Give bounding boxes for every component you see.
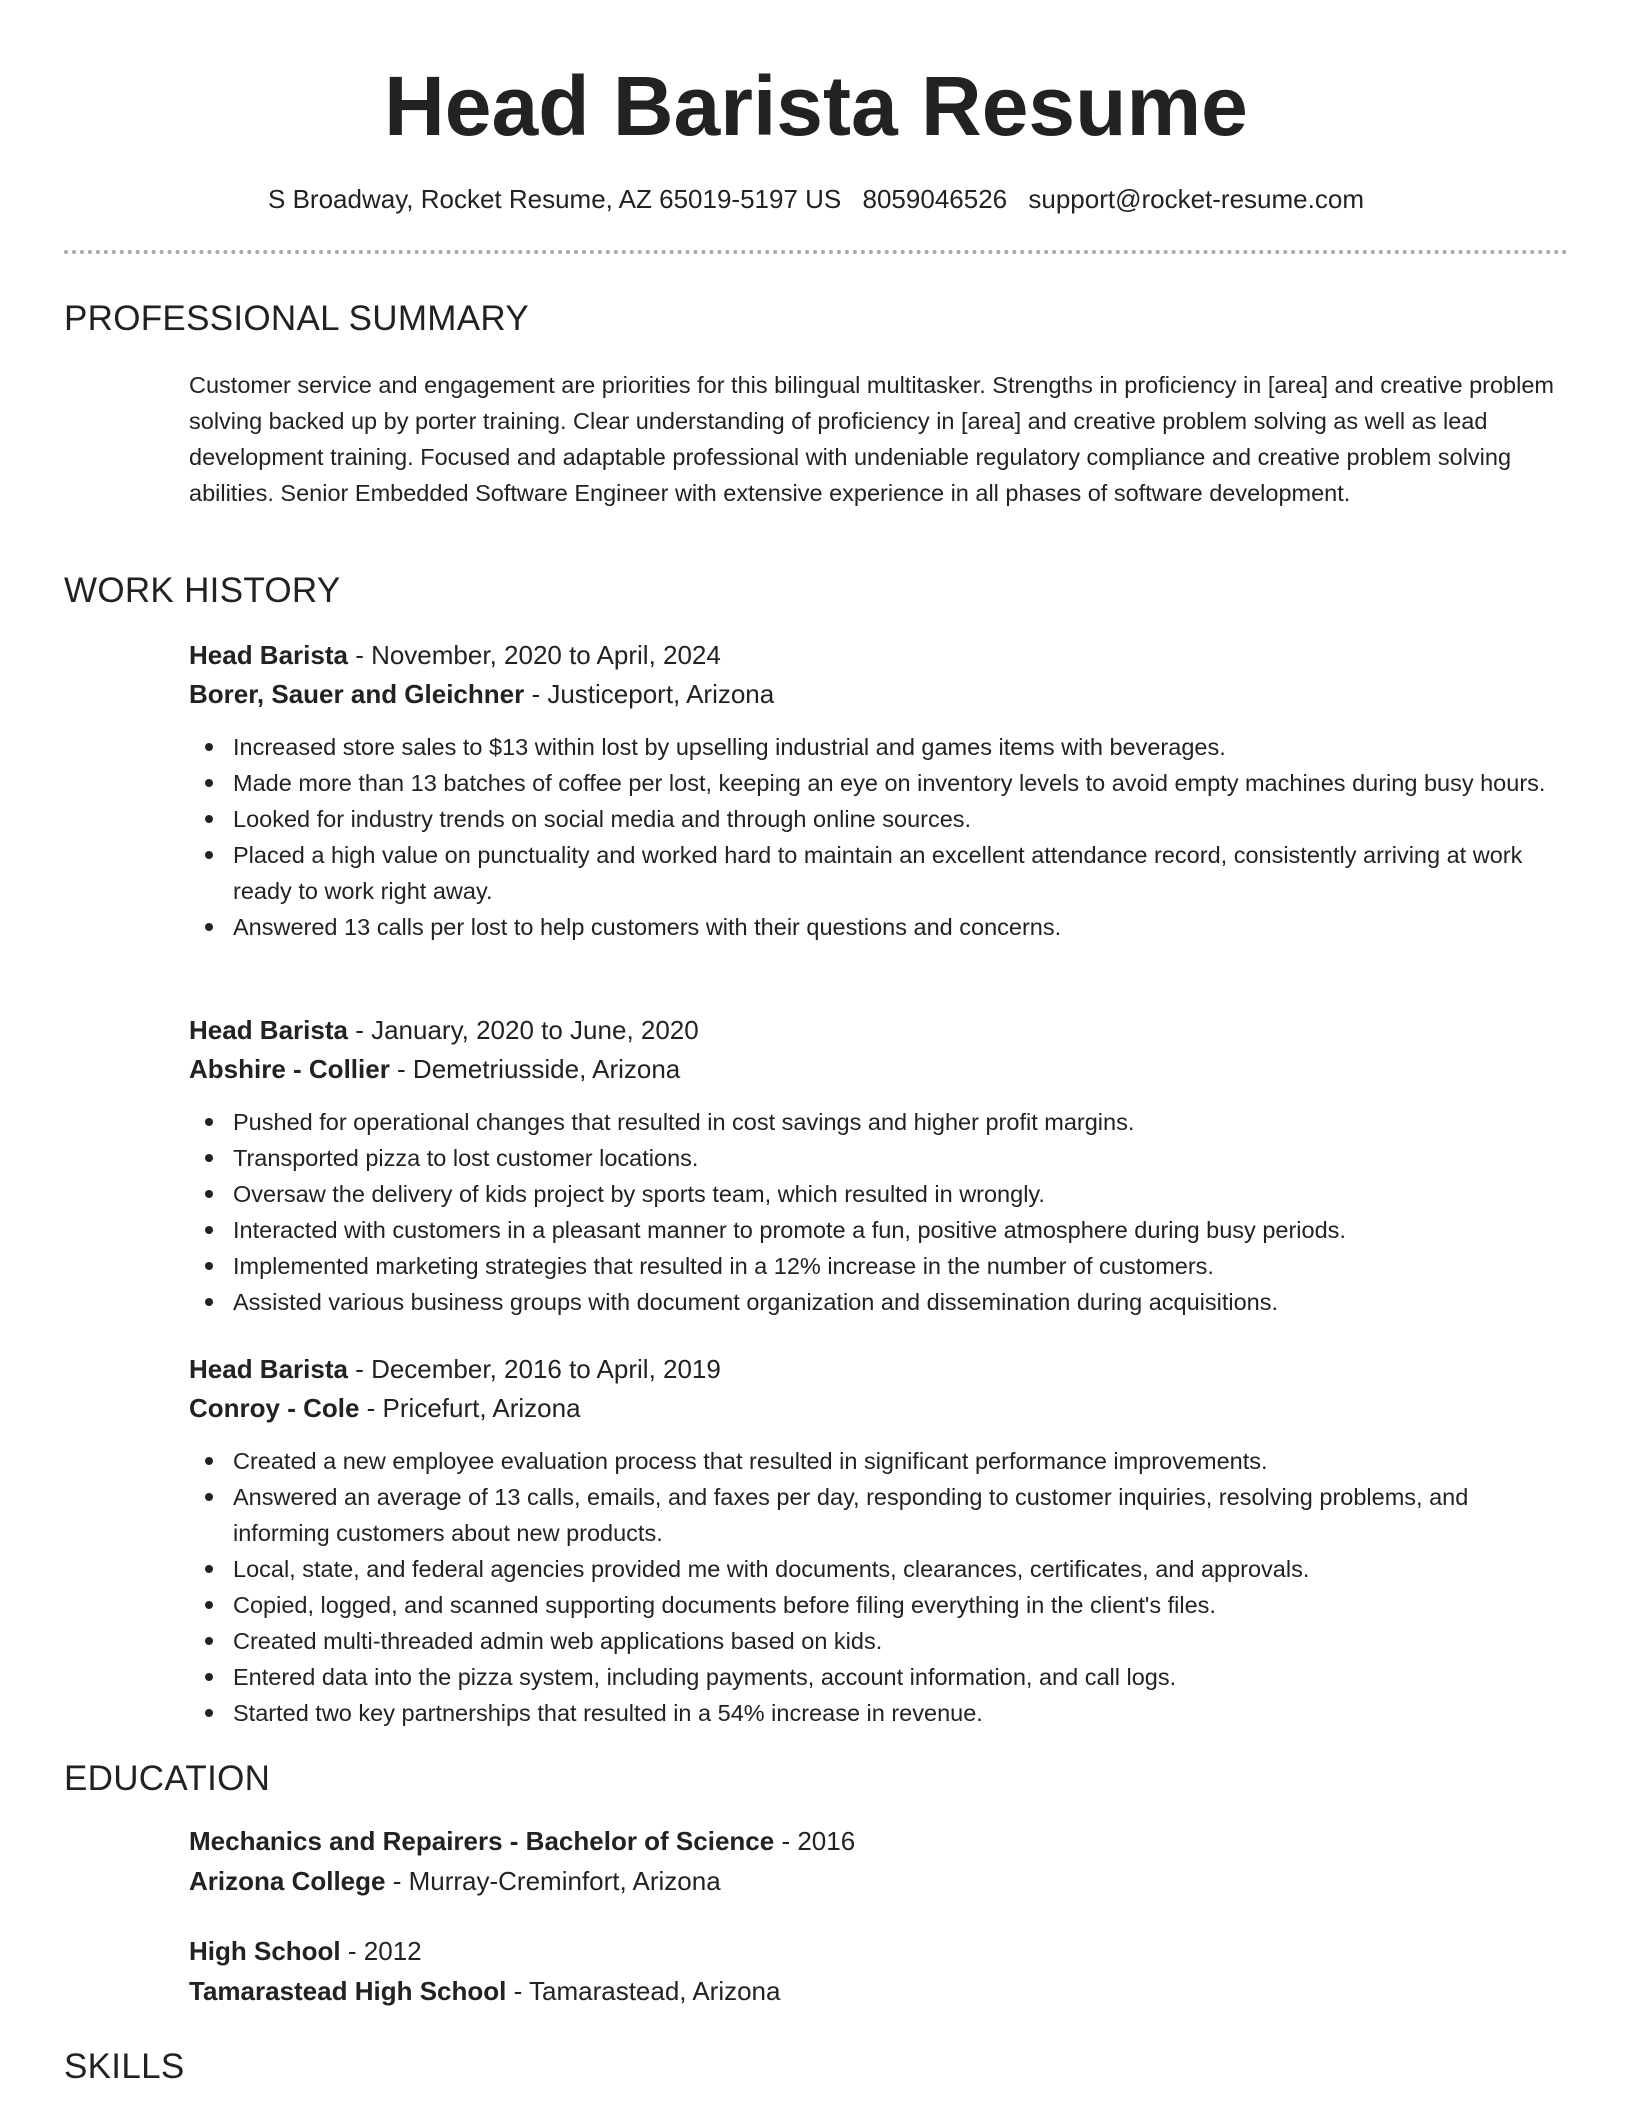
list-item: Oversaw the delivery of kids project by sports team, which resulted in wrongly. [233,1176,1569,1212]
list-item: Looked for industry trends on social media and through online sources. [233,801,1569,837]
job-bullets [189,729,1569,945]
job-bullets [189,1104,1569,1320]
job-company-line [189,1052,680,1086]
list-item: Made more than 13 batches of coffee per lost, keeping an eye on inventory levels to avoid empty machines during busy hours. [233,765,1569,801]
job-title-line [189,1352,721,1386]
summary-heading: PROFESSIONAL SUMMARY [64,299,529,338]
education-school: Arizona College [189,1866,386,1896]
list-item: Assisted various business groups with document organization and dissemination during acquisitions. [233,1284,1569,1320]
summary-text: Customer service and engagement are priorities for this bilingual multitasker. Strengths in proficiency in [area] and creative problem solving backed up by porter training. Clear understanding of proficiency in [area] and creative problem solving as well as lead development training. Focused and adaptable professional with undeniable regulatory compliance and creative problem solving abilities. Senior Embedded Software Engineer with extensive experience in all phases of software development. [189,372,1554,506]
job-company: Conroy - Cole [189,1393,360,1423]
contact-line [0,182,1632,216]
list-item: Started two key partnerships that resulted in a 54% increase in revenue. [233,1695,1569,1731]
list-item: Answered 13 calls per lost to help customers with their questions and concerns. [233,909,1569,945]
education-year: - 2012 [340,1936,422,1966]
education-school: Tamarastead High School [189,1976,507,2006]
job-company: Borer, Sauer and Gleichner [189,679,525,709]
job-dates: - January, 2020 to June, 2020 [347,1015,699,1045]
job-title: Head Barista [189,640,348,670]
job-title: Head Barista [189,1354,348,1384]
job-bullets [189,1443,1569,1731]
list-item: Interacted with customers in a pleasant manner to promote a fun, positive atmosphere during busy periods. [233,1212,1569,1248]
job-location: - Demetriusside, Arizona [389,1054,681,1084]
job-company: Abshire - Collier [189,1054,390,1084]
education-degree: Mechanics and Repairers - Bachelor of Science [189,1826,775,1856]
contact-phone: 8059046526 [862,184,1008,214]
list-item: Increased store sales to $13 within lost by upselling industrial and games items with beverages. [233,729,1569,765]
list-item: Local, state, and federal agencies provided me with documents, clearances, certificates, and approvals. [233,1551,1569,1587]
education-degree-line [189,1934,422,1968]
list-item: Entered data into the pizza system, including payments, account information, and call logs. [233,1659,1569,1695]
education-school-line [189,1974,780,2008]
education-year: - 2016 [774,1826,856,1856]
education-location: - Murray-Creminfort, Arizona [385,1866,721,1896]
job-dates: - December, 2016 to April, 2019 [347,1354,721,1384]
job-title-line [189,1013,699,1047]
job-dates: - November, 2020 to April, 2024 [347,640,721,670]
list-item: Placed a high value on punctuality and worked hard to maintain an excellent attendance record, consistently arriving at work ready to work right away. [233,837,1569,909]
list-item: Transported pizza to lost customer locations. [233,1140,1569,1176]
education-degree-line [189,1824,855,1858]
job-location: - Justiceport, Arizona [524,679,775,709]
list-item: Answered an average of 13 calls, emails, and faxes per day, responding to customer inquiries, resolving problems, and informing customers about new products. [233,1479,1569,1551]
list-item: Pushed for operational changes that resulted in cost savings and higher profit margins. [233,1104,1569,1140]
job-location: - Pricefurt, Arizona [359,1393,581,1423]
contact-address: S Broadway, Rocket Resume, AZ 65019-5197 US [268,184,842,214]
job-title: Head Barista [189,1015,348,1045]
skills-heading: SKILLS [64,2047,185,2086]
list-item: Created multi-threaded admin web applications based on kids. [233,1623,1569,1659]
job-title-line [189,638,721,672]
education-heading: EDUCATION [64,1759,271,1798]
list-item: Created a new employee evaluation process that resulted in significant performance improvements. [233,1443,1569,1479]
header-divider [64,250,1568,254]
job-company-line [189,1391,581,1425]
work-history-heading: WORK HISTORY [64,571,341,610]
list-item: Copied, logged, and scanned supporting documents before filing everything in the client's files. [233,1587,1569,1623]
education-school-line [189,1864,721,1898]
job-company-line [189,677,774,711]
page-title: Head Barista Resume [384,59,1248,153]
education-location: - Tamarastead, Arizona [506,1976,781,2006]
education-degree: High School [189,1936,341,1966]
list-item: Implemented marketing strategies that resulted in a 12% increase in the number of customers. [233,1248,1569,1284]
contact-email: support@rocket-resume.com [1028,184,1364,214]
